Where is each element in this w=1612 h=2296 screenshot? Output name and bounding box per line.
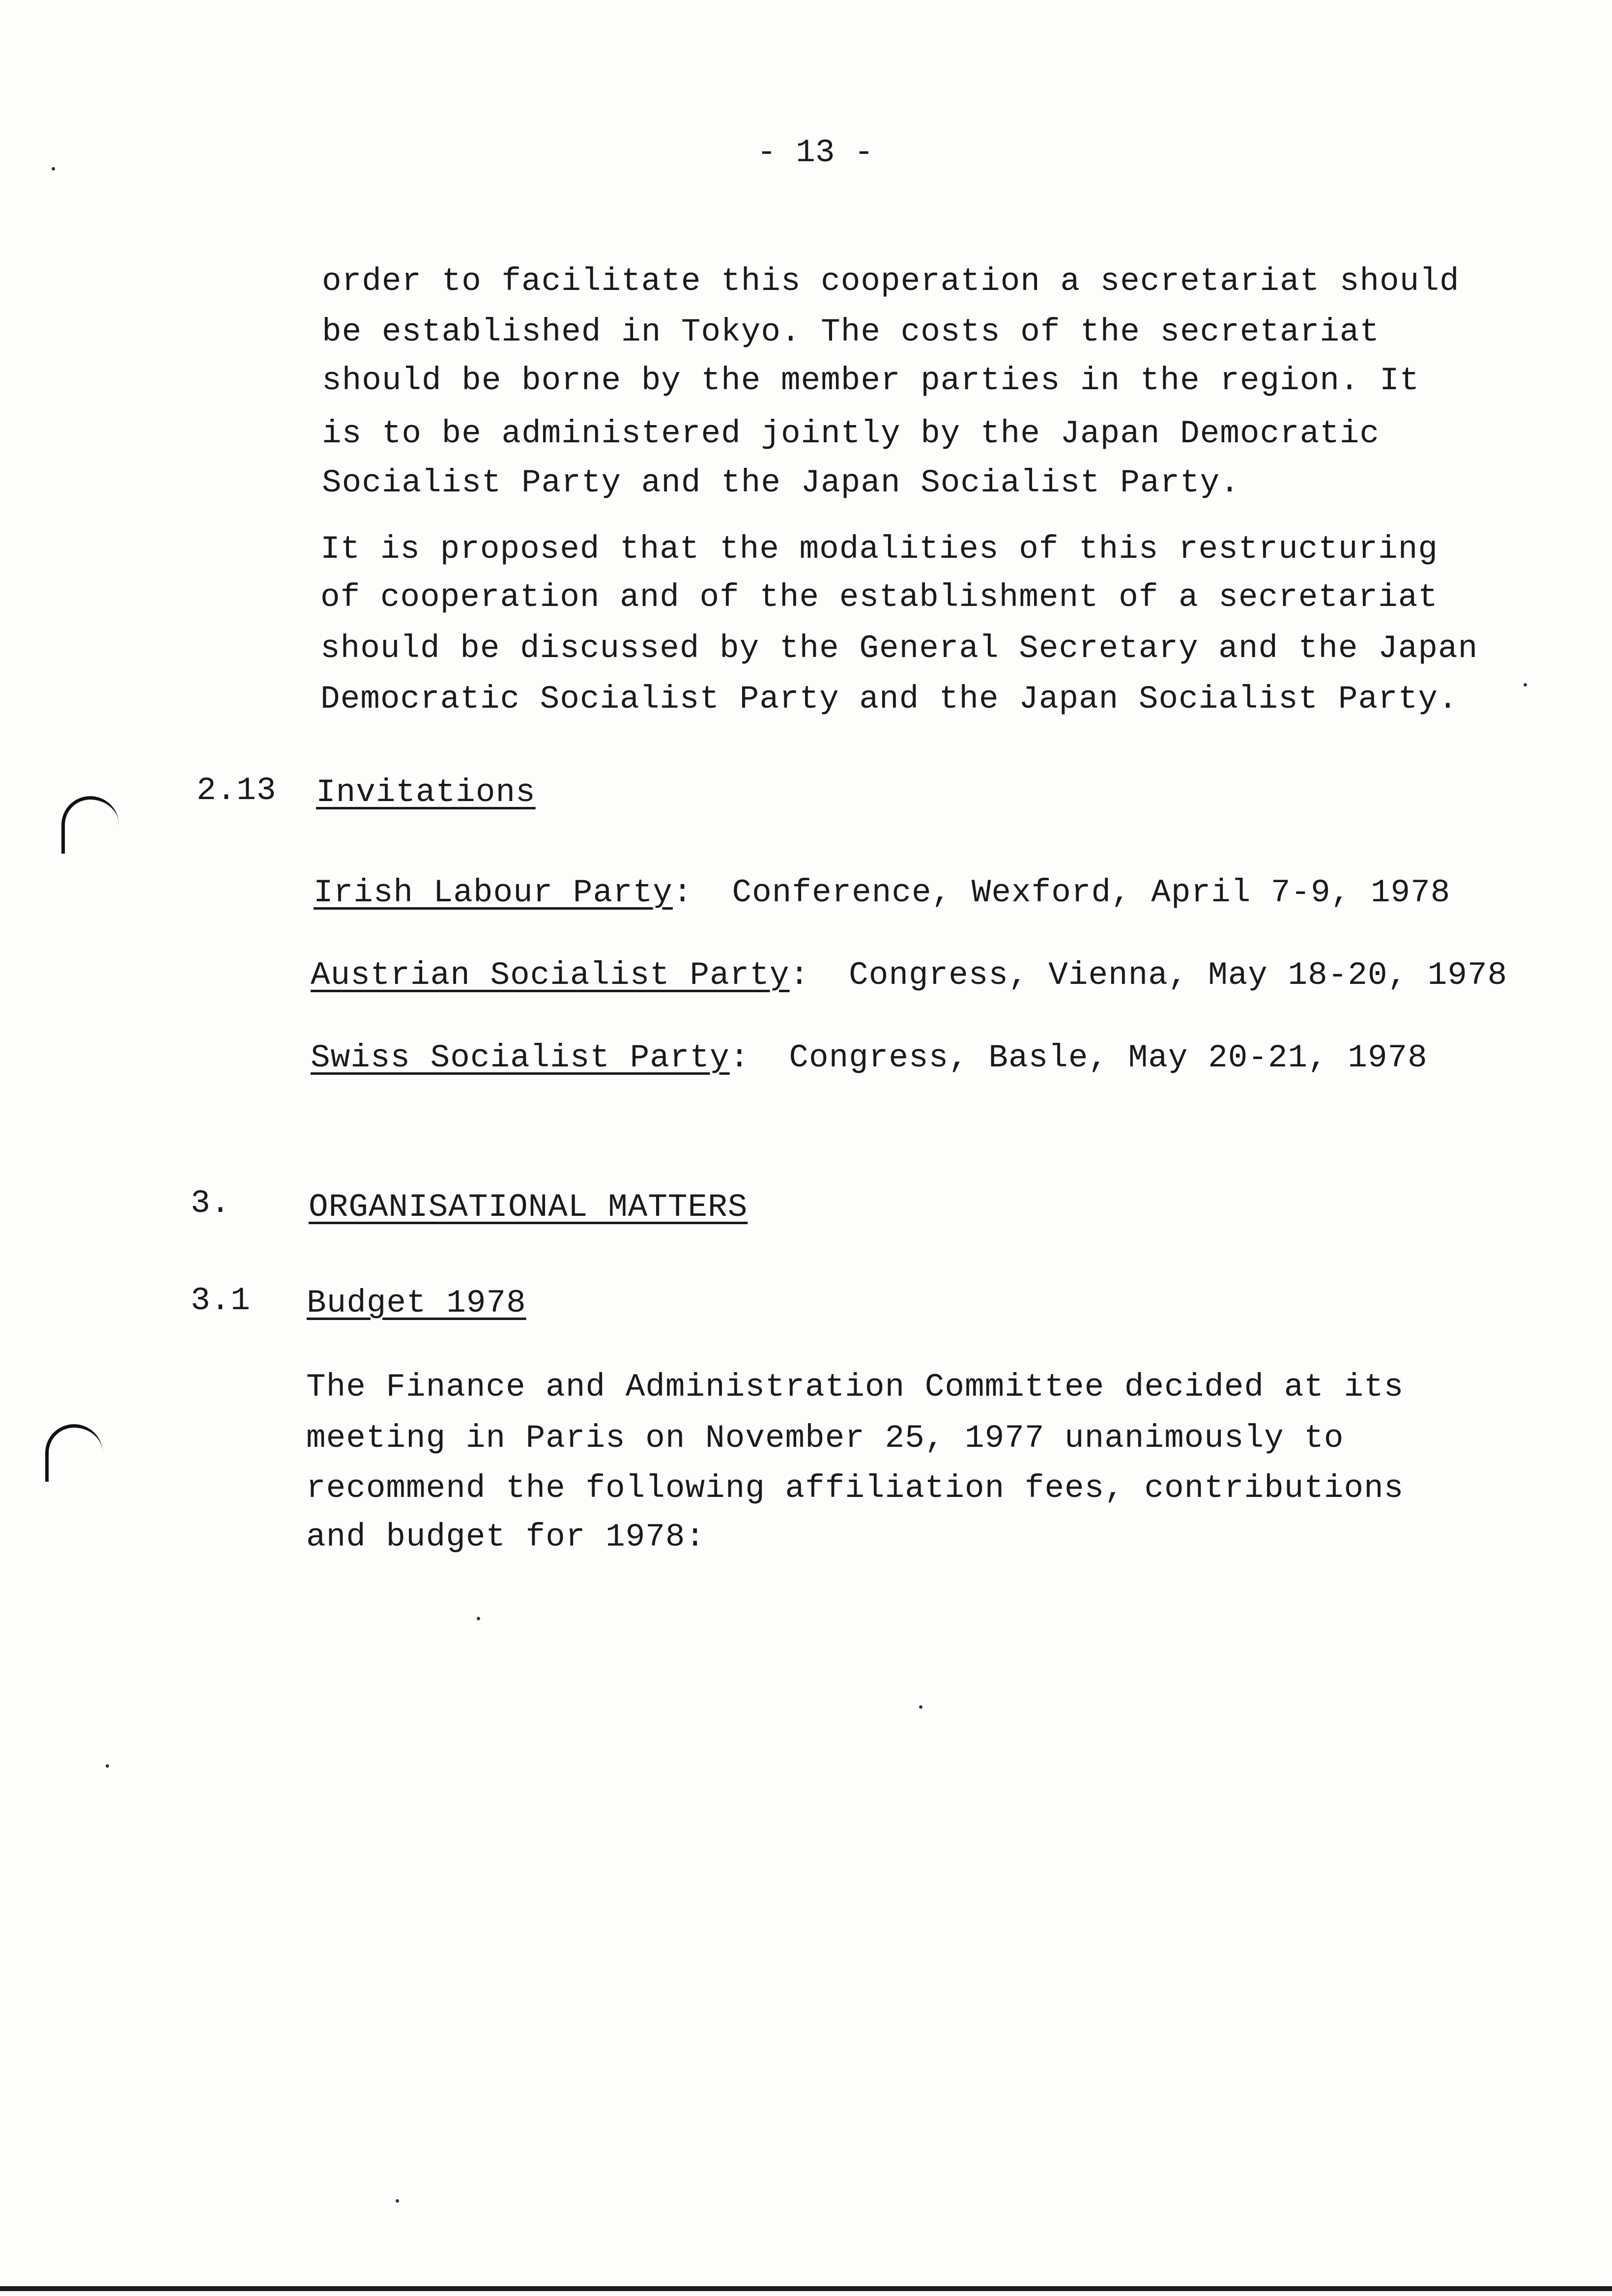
paragraph-line: be established in Tokyo. The costs of the secretariat: [322, 314, 1380, 350]
paragraph-line: The Finance and Administration Committee decided at its: [306, 1369, 1404, 1406]
section-title: Invitations: [316, 774, 536, 811]
section-number: 2.13: [197, 772, 277, 809]
invitation-detail: Congress, Basle, May 20-21, 1978: [789, 1039, 1428, 1076]
paragraph-line: of cooperation and of the establishment of a secretariat: [320, 579, 1438, 616]
punch-hole-mark: [45, 1424, 103, 1482]
invitation-detail: Congress, Vienna, May 18-20, 1978: [849, 957, 1508, 994]
scan-speck: [1524, 683, 1527, 687]
invitation-item: [314, 874, 1451, 911]
paragraph-line: and budget for 1978:: [306, 1519, 706, 1555]
scan-speck: [477, 1617, 480, 1620]
page-number: - 13 -: [757, 134, 874, 171]
paragraph-line: Socialist Party and the Japan Socialist Party.: [322, 464, 1240, 501]
scan-speck: [52, 167, 55, 171]
punch-hole-mark: [61, 796, 119, 854]
scan-speck: [396, 2199, 399, 2203]
paragraph-line: is to be administered jointly by the Japan Democratic: [322, 415, 1380, 452]
section-number: 3.1: [191, 1282, 251, 1319]
paragraph-line: order to facilitate this cooperation a secretariat should: [322, 263, 1460, 300]
invitation-party: Irish Labour Party: [314, 874, 673, 911]
scan-speck: [919, 1705, 922, 1709]
invitation-colon: :: [789, 957, 810, 994]
paragraph-line: It is proposed that the modalities of this restructuring: [320, 531, 1438, 568]
invitation-party: Swiss Socialist Party: [311, 1039, 730, 1076]
bottom-edge-rule: [0, 2286, 1612, 2291]
invitation-detail: Conference, Wexford, April 7-9, 1978: [732, 874, 1451, 911]
invitation-party: Austrian Socialist Party: [311, 957, 790, 994]
invitation-colon: :: [729, 1039, 750, 1076]
paragraph-line: recommend the following affiliation fees, contributions: [306, 1470, 1404, 1507]
paragraph-line: should be borne by the member parties in the region. It: [322, 362, 1420, 399]
section-title: Budget 1978: [307, 1285, 526, 1321]
section-title: ORGANISATIONAL MATTERS: [309, 1189, 748, 1226]
invitation-item: [311, 959, 1507, 992]
section-number: 3.: [191, 1185, 231, 1222]
invitation-colon: :: [672, 874, 693, 911]
paragraph-line: meeting in Paris on November 25, 1977 unanimously to: [306, 1420, 1344, 1457]
paragraph-line: Democratic Socialist Party and the Japan Socialist Party.: [320, 681, 1458, 718]
scan-speck: [106, 1764, 109, 1768]
invitation-item: [311, 1039, 1428, 1076]
paragraph-line: should be discussed by the General Secretary and the Japan: [320, 630, 1478, 667]
